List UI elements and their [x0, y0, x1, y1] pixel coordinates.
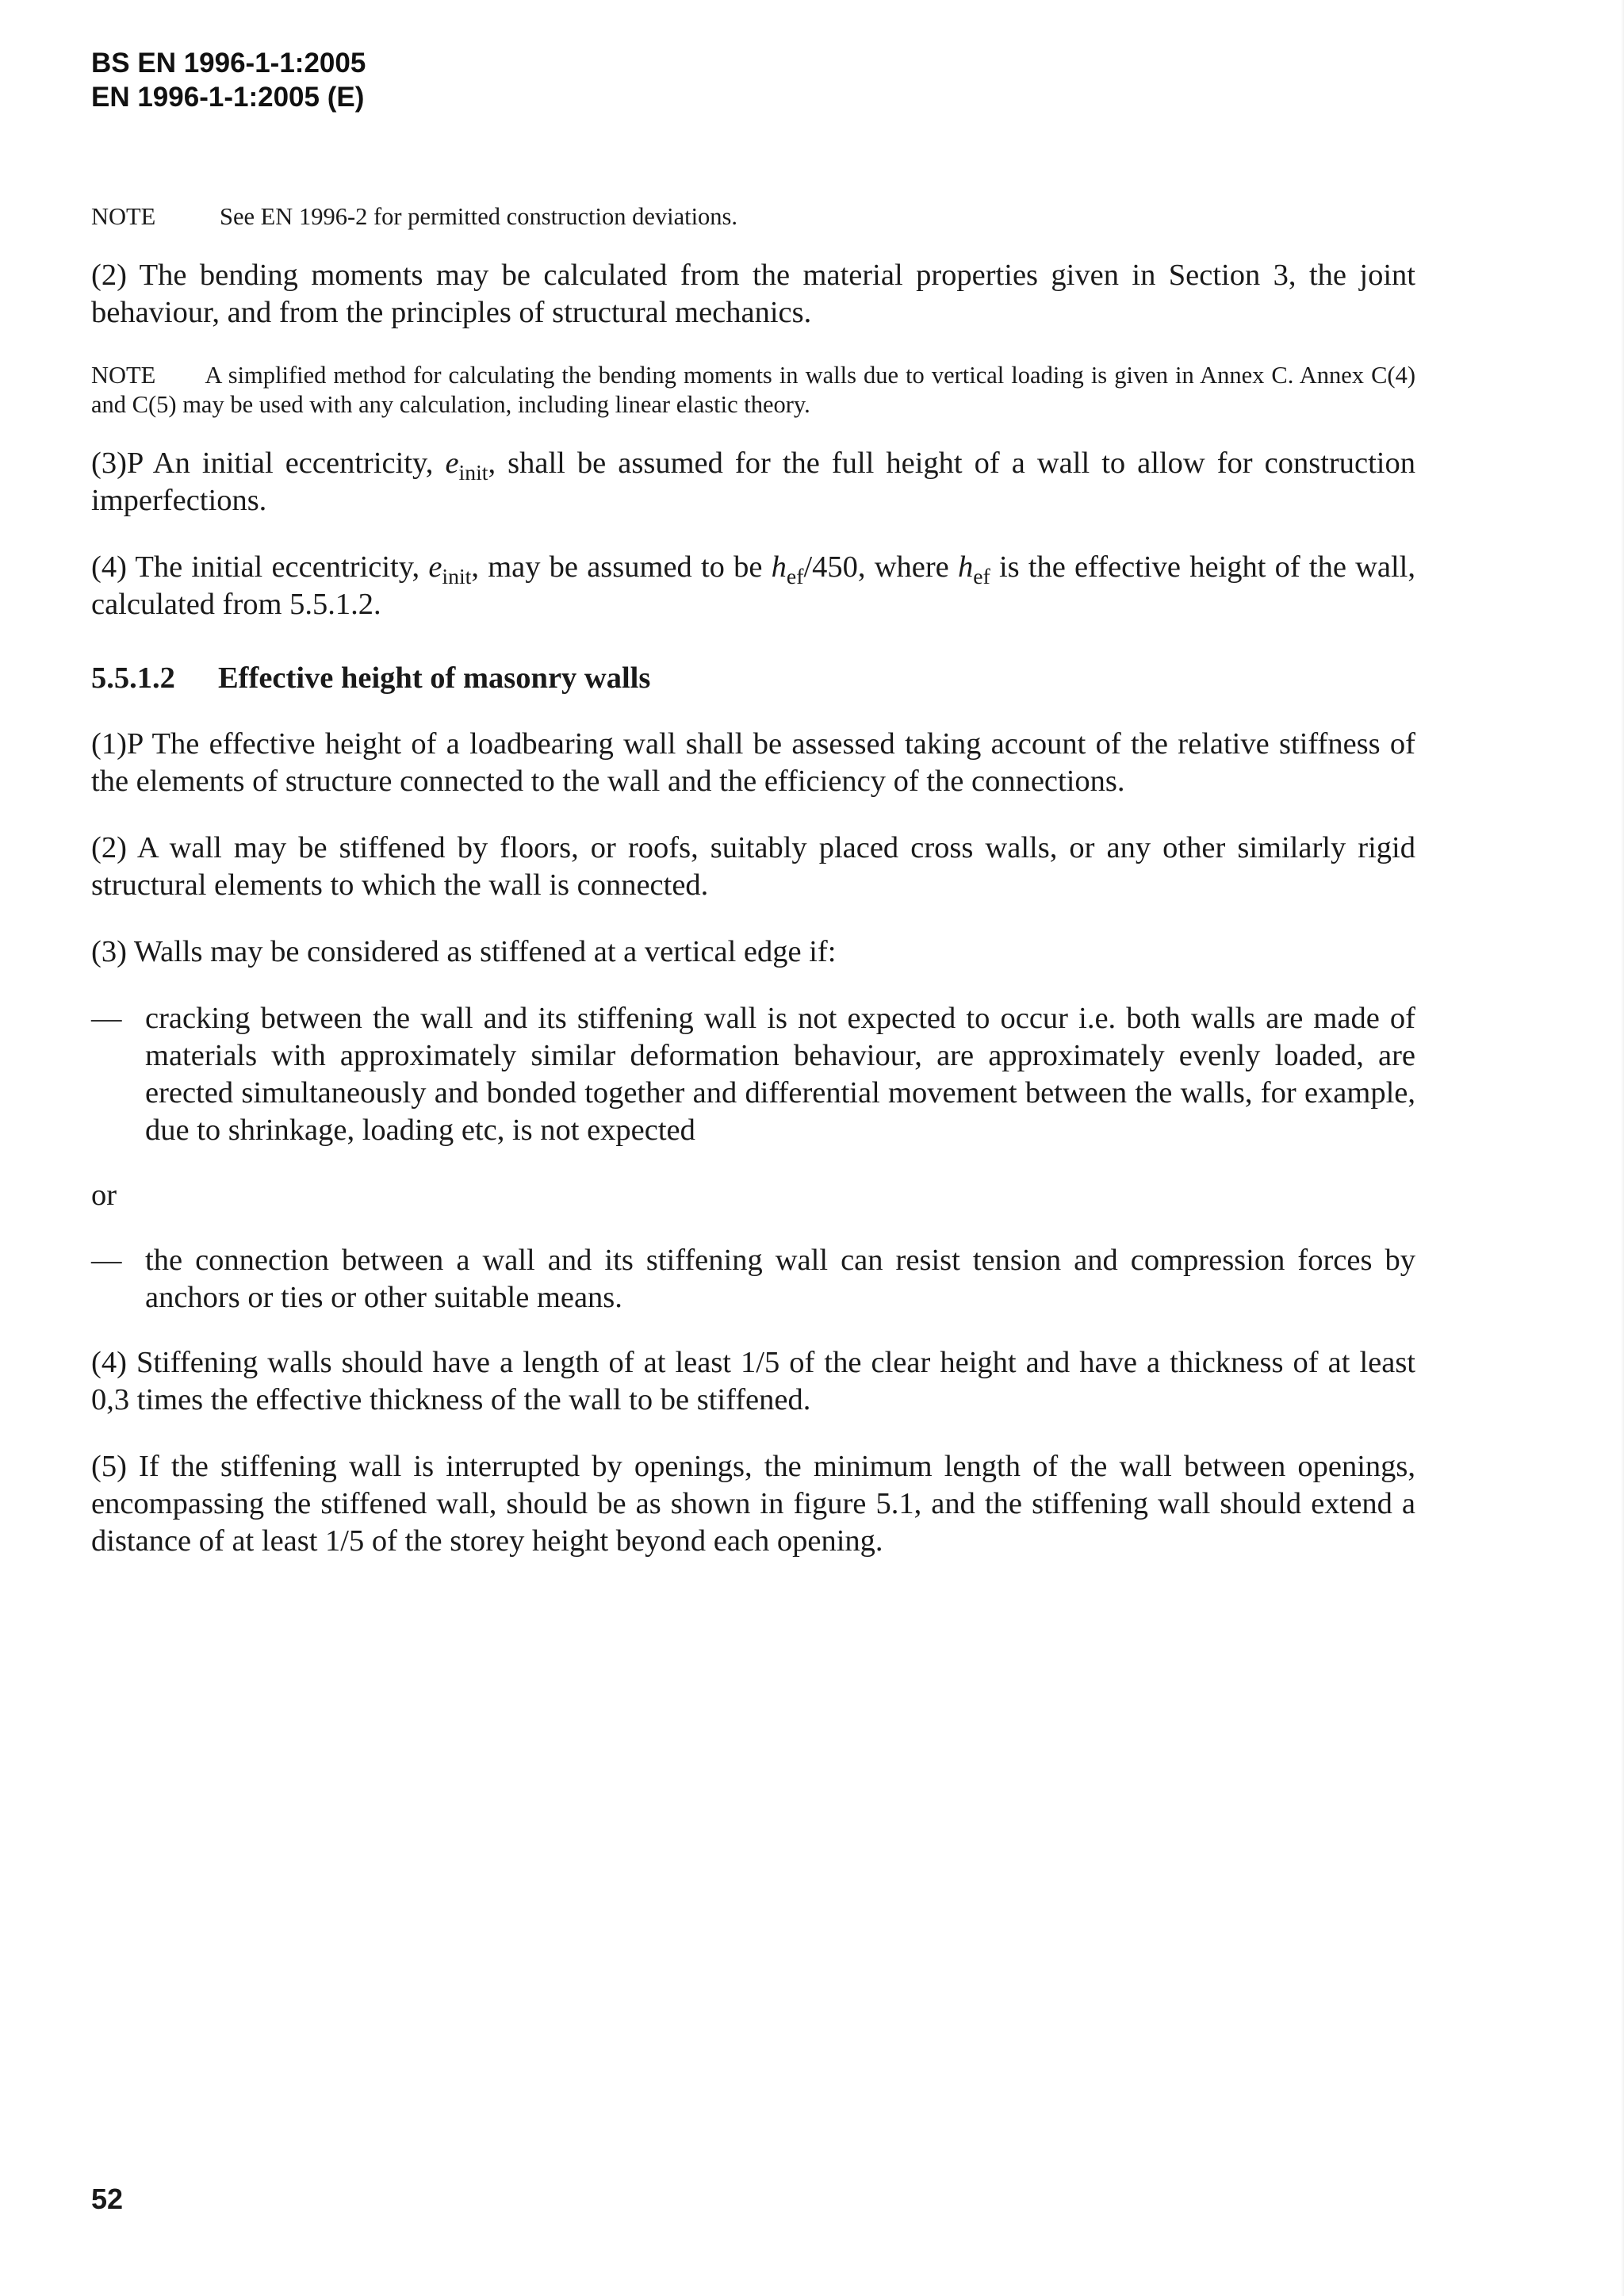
section-paragraph-1p: (1)P The effective height of a loadbearing wall shall be assessed taking account of the relative stiffness of the elements of structure connected to the wall and the efficiency of the connections.	[91, 727, 1415, 798]
text-span: , may be assumed to be	[471, 550, 772, 584]
list-connector: or	[91, 1179, 117, 1212]
section-paragraph-4: (4) Stiffening walls should have a length of at least 1/5 of the clear height and have a thickness of at least 0,3 times the effective thickness of the wall to be stiffened.	[91, 1346, 1415, 1416]
subscript-ef: ef	[786, 563, 804, 588]
list-item	[91, 1242, 1415, 1317]
document-body	[91, 202, 1415, 1589]
section-paragraph-2: (2) A wall may be stiffened by floors, or roofs, suitably placed cross walls, or any other similarly rigid structural elements to which the wall is connected.	[91, 831, 1415, 902]
symbol-h: h	[957, 550, 974, 584]
note-label: NOTE	[91, 203, 156, 230]
section-heading	[91, 660, 1415, 697]
paragraph-4-initial-eccentricity-value	[91, 549, 1415, 623]
symbol-e: e	[445, 447, 459, 480]
symbol-h: h	[771, 550, 787, 584]
symbol-e: e	[428, 550, 442, 584]
text-span: is the effective height of the wall, calculated from 5.5.1.2.	[91, 550, 1416, 621]
list-item-text: cracking between the wall and its stiffening wall is not expected to occur i.e. both walls are made of materials with approximately similar deformation behaviour, are approximately evenly loaded, are erected simultaneously and bonded together and differential movement between the walls, for example, due to shrinkage, loading etc, is not expected	[145, 1002, 1415, 1147]
text-span: (3)P An initial eccentricity,	[91, 447, 446, 480]
section-paragraph-5: (5) If the stiffening wall is interrupted by openings, the minimum length of the wall between openings, encompassing the stiffened wall, should be as shown in figure 5.1, and the stiffening wall should extend a distance of at least 1/5 of the storey height beyond each opening.	[91, 1450, 1415, 1558]
section-title: Effective height of masonry walls	[218, 661, 651, 695]
text-span: (4) The initial eccentricity,	[91, 550, 429, 584]
section-paragraph-3: (3) Walls may be considered as stiffened at a vertical edge if:	[91, 935, 837, 968]
paragraph-3p-initial-eccentricity	[91, 445, 1415, 519]
note-construction-deviations	[91, 202, 1415, 232]
list-item-text: the connection between a wall and its stiffening wall can resist tension and compression forces by anchors or ties or other suitable means.	[145, 1244, 1415, 1314]
standard-code-en: EN 1996-1-1:2005 (E)	[91, 82, 365, 113]
note-simplified-method	[91, 361, 1415, 420]
section-number: 5.5.1.2	[91, 661, 175, 695]
subscript-ef: ef	[973, 563, 990, 588]
dash-bullet: —	[91, 1002, 122, 1035]
note-text: A simplified method for calculating the bending moments in walls due to vertical loading is given in Annex C. Annex C(4) and C(5) may be used with any calculation, including linear elastic theory.	[91, 362, 1415, 418]
text-span: /450, where	[803, 550, 958, 584]
standard-header	[91, 46, 366, 114]
standard-code-bs: BS EN 1996-1-1:2005	[91, 48, 366, 79]
text-span: , shall be assumed for the full height of a wall to allow for construction imperfections.	[91, 447, 1415, 517]
dash-bullet: —	[91, 1244, 122, 1277]
paragraph-2-bending-moments: (2) The bending moments may be calculated from the material properties given in Section 3, the joint behaviour, and from the principles of structural mechanics.	[91, 259, 1415, 329]
note-label: NOTE	[91, 362, 156, 389]
subscript-init: init	[442, 563, 472, 588]
page-number: 52	[91, 2183, 124, 2215]
scan-edge-shadow	[1621, 0, 1624, 2296]
subscript-init: init	[458, 459, 488, 485]
note-text: See EN 1996-2 for permitted construction deviations.	[220, 203, 738, 230]
list-item	[91, 1000, 1415, 1149]
